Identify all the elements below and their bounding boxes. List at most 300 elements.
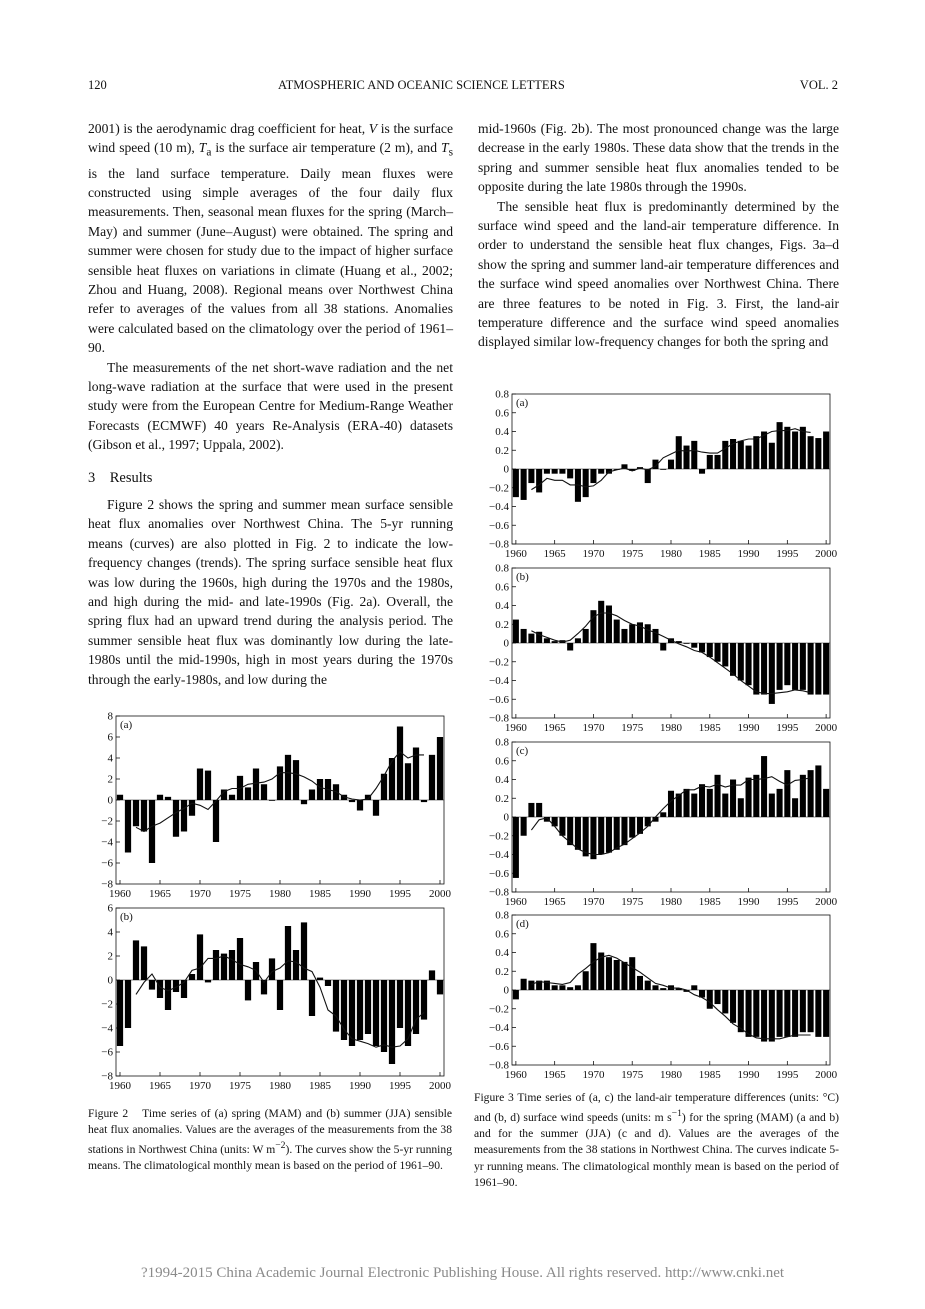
data-bar — [229, 795, 235, 800]
y-tick-label: −0.8 — [489, 886, 509, 899]
panel-label: (b) — [516, 571, 529, 583]
x-tick-label: 1995 — [776, 1069, 799, 1081]
data-bar — [269, 800, 275, 801]
data-bar — [590, 943, 596, 990]
y-tick-label: 0.8 — [495, 562, 509, 575]
panel-label: (a) — [120, 719, 133, 731]
data-bar — [173, 800, 179, 837]
x-tick-label: 1965 — [543, 548, 566, 560]
x-tick-label: 2000 — [815, 548, 838, 560]
y-tick-label: 0.4 — [495, 947, 509, 959]
data-bar — [197, 934, 203, 980]
data-bar — [761, 432, 767, 470]
x-tick-label: 1960 — [109, 1080, 131, 1092]
data-bar — [237, 938, 243, 980]
data-bar — [245, 980, 251, 1000]
data-bar — [715, 455, 721, 469]
y-tick-label: −0.8 — [489, 712, 509, 725]
x-tick-label: 1975 — [621, 548, 644, 560]
data-bar — [381, 774, 387, 800]
data-bar — [429, 970, 435, 980]
x-tick-label: 1990 — [737, 548, 760, 560]
data-bar — [652, 629, 658, 643]
section-heading: 3 Results — [88, 469, 153, 486]
x-tick-label: 1965 — [543, 896, 566, 908]
data-bar — [575, 638, 581, 643]
x-tick-label: 1965 — [543, 1069, 566, 1081]
figure-2b-chart — [78, 900, 451, 1094]
figure-3d-chart — [474, 909, 838, 1081]
data-bar — [753, 990, 759, 1037]
data-bar — [691, 794, 697, 817]
data-bar — [707, 789, 713, 817]
copyright-footer: ?1994-2015 China Academic Journal Electronic Publishing House. All rights reserved. http://www.cnki.net — [140, 1265, 785, 1281]
data-bar — [691, 441, 697, 469]
data-bar — [133, 940, 139, 980]
y-tick-label: −0.2 — [489, 830, 509, 843]
x-tick-label: 1990 — [737, 722, 760, 734]
data-bar — [753, 775, 759, 817]
data-bar — [513, 469, 519, 497]
data-bar — [645, 624, 651, 643]
panel-label: (d) — [516, 918, 529, 930]
running-mean-curve — [531, 955, 810, 1039]
data-bar — [567, 469, 573, 478]
data-bar — [317, 978, 323, 980]
data-bar — [792, 643, 798, 690]
data-bar — [683, 643, 689, 644]
x-tick-label: 2000 — [815, 1069, 838, 1081]
x-tick-label: 1970 — [189, 888, 211, 900]
y-tick-label: −8 — [101, 878, 113, 891]
data-bar — [421, 800, 427, 802]
y-tick-label: −0.6 — [489, 867, 509, 880]
data-bar — [333, 980, 339, 1032]
data-bar — [229, 950, 235, 980]
y-tick-label: −2 — [101, 998, 113, 1011]
x-tick-label: 1975 — [229, 888, 251, 900]
data-bar — [261, 784, 267, 800]
y-tick-label: −0.4 — [489, 849, 509, 861]
data-bar — [777, 422, 783, 469]
data-bar — [181, 800, 187, 832]
y-tick-label: 0 — [503, 811, 509, 824]
data-bar — [552, 817, 558, 826]
data-bar — [691, 643, 697, 648]
y-tick-label: 0.8 — [495, 909, 509, 922]
data-bar — [800, 775, 806, 817]
y-tick-label: 0.6 — [495, 581, 509, 594]
y-tick-label: 0.8 — [495, 388, 509, 401]
data-bar — [213, 800, 219, 842]
data-bar — [125, 980, 131, 1028]
data-bar — [528, 634, 534, 643]
x-tick-label: 1970 — [582, 722, 605, 734]
data-bar — [513, 620, 519, 643]
y-tick-label: −2 — [101, 815, 113, 828]
x-tick-label: 2000 — [429, 888, 451, 900]
data-bar — [149, 980, 155, 990]
x-tick-label: 1970 — [189, 1080, 211, 1092]
data-bar — [598, 817, 604, 855]
y-tick-label: 2 — [107, 773, 113, 786]
y-tick-label: 2 — [107, 950, 113, 963]
data-bar — [808, 643, 814, 695]
x-tick-label: 1985 — [309, 888, 331, 900]
x-tick-label: 1995 — [776, 722, 799, 734]
figure-3-caption: Figure 3 Time series of (a, c) the land-air temperature differences (units: °C) and (b, d) surface wind speeds (units: m $s^{-1}$) for the spring (MAM) (a and b) and for the summer (JJA) (c and d). Values are the averages of the measurements from the 38 stations in Northwest China. The curves indicate 5-yr running means. The climatological monthly mean is based on the period of 1961–90. — [474, 1091, 839, 1189]
data-bar — [645, 817, 651, 826]
data-bar — [205, 980, 211, 982]
data-bar — [753, 643, 759, 695]
data-bar — [528, 469, 534, 483]
data-bar — [629, 624, 635, 643]
data-bar — [528, 981, 534, 990]
data-bar — [133, 800, 139, 826]
x-tick-label: 1995 — [776, 548, 799, 560]
panel-label: (a) — [516, 397, 529, 409]
data-bar — [761, 990, 767, 1042]
x-tick-label: 1970 — [582, 548, 605, 560]
data-bar — [699, 643, 705, 652]
data-bar — [715, 775, 721, 817]
data-bar — [815, 765, 821, 817]
data-bar — [583, 817, 589, 856]
data-bar — [165, 980, 171, 1010]
x-tick-label: 1995 — [389, 888, 411, 900]
data-bar — [699, 469, 705, 474]
data-bar — [552, 641, 558, 643]
data-bar — [277, 766, 283, 800]
data-bar — [528, 803, 534, 817]
data-bar — [808, 990, 814, 1032]
data-bar — [513, 990, 519, 999]
x-tick-label: 1990 — [349, 1080, 371, 1092]
data-bar — [707, 455, 713, 469]
data-bar — [357, 980, 363, 1040]
data-bar — [683, 789, 689, 817]
x-tick-label: 1985 — [698, 722, 721, 734]
x-tick-label: 1990 — [737, 1069, 760, 1081]
x-tick-label: 1990 — [349, 888, 371, 900]
data-bar — [559, 469, 565, 474]
data-bar — [141, 946, 147, 980]
data-bar — [784, 643, 790, 685]
x-tick-label: 1960 — [109, 888, 131, 900]
y-tick-label: −0.2 — [489, 1003, 509, 1016]
data-bar — [753, 436, 759, 469]
x-tick-label: 1980 — [269, 888, 291, 900]
x-tick-label: 1980 — [660, 896, 682, 908]
y-tick-label: 0 — [503, 463, 509, 476]
data-bar — [245, 787, 251, 800]
data-bar — [777, 990, 783, 1037]
data-bar — [598, 469, 604, 474]
data-bar — [389, 980, 395, 1064]
data-bar — [715, 643, 721, 662]
data-bar — [777, 789, 783, 817]
x-tick-label: 1960 — [504, 1069, 527, 1081]
figure-3b-chart — [474, 562, 838, 734]
x-tick-label: 1960 — [504, 722, 527, 734]
data-bar — [590, 610, 596, 643]
data-bar — [629, 817, 635, 838]
y-tick-label: 0.4 — [495, 600, 509, 612]
data-bar — [544, 469, 550, 474]
y-tick-label: −0.8 — [489, 538, 509, 551]
x-tick-label: 1995 — [389, 1080, 411, 1092]
x-tick-label: 1985 — [309, 1080, 331, 1092]
x-tick-label: 1965 — [543, 722, 566, 734]
paragraph: The measurements of the net short-wave radiation and the net long-wave radiation at the surface that were used in the present study were from the European Centre for Medium-Range Weather Forecasts (ECMWF) 40 years Re-Analysis (ERA-40) datasets (Gibson et al., 1997; Uppala, 2002). — [88, 359, 453, 453]
running-mean-curve — [531, 613, 810, 694]
y-tick-label: 0.2 — [495, 965, 509, 978]
data-bar — [738, 990, 744, 1032]
data-bar — [606, 817, 612, 853]
x-tick-label: 1975 — [229, 1080, 251, 1092]
x-tick-label: 1980 — [269, 1080, 291, 1092]
x-tick-label: 1965 — [149, 888, 171, 900]
data-bar — [301, 800, 307, 804]
data-bar — [784, 427, 790, 469]
right-text-column — [478, 119, 839, 352]
y-tick-label: −0.4 — [489, 501, 509, 513]
data-bar — [808, 770, 814, 817]
x-tick-label: 1975 — [621, 1069, 644, 1081]
data-bar — [815, 643, 821, 695]
data-bar — [808, 436, 814, 469]
data-bar — [117, 795, 123, 800]
x-tick-label: 1985 — [698, 896, 721, 908]
data-bar — [823, 643, 829, 695]
data-bar — [349, 800, 355, 802]
data-bar — [365, 980, 371, 1034]
data-bar — [746, 990, 752, 1037]
data-bar — [189, 800, 195, 816]
data-bar — [205, 771, 211, 800]
data-bar — [373, 800, 379, 816]
data-bar — [660, 469, 666, 470]
y-tick-label: −0.8 — [489, 1059, 509, 1072]
y-tick-label: −0.6 — [489, 519, 509, 532]
data-bar — [614, 960, 620, 990]
data-bar — [715, 990, 721, 1004]
data-bar — [373, 980, 379, 1046]
y-tick-label: −0.4 — [489, 1022, 509, 1034]
figure-2-caption: Figure 2 Time series of (a) spring (MAM) and (b) summer (JJA) sensible heat flux anomalies. Values are the averages of the measurements from the 38 stations in Northwest China (units: W $m^{-2}$). The curves show the 5-yr running means. The climatological monthly mean is based on the period of 1961–90. — [88, 1107, 452, 1173]
data-bar — [165, 797, 171, 800]
paragraph: 2001) is the aerodynamic drag coefficient for heat, V is the surface wind speed (10 m), $T_a$ is the surface air temperature (2 m), and $T_s$ is the land surface temperature. Daily mean fluxes were constructed using simple averages of the four daily flux measurements. Then, seasonal mean fluxes for the spring (March–May) and summer (June–August) were obtained. The spring and summer were chosen for study due to the impact of higher surface sensible heat fluxes on variations in climate (Huang et al., 2002; Zhou and Huang, 2008). Regional means over Northwest China refer to averages of the values from all 38 stations. Anomalies were calculated based on the climatology over the period of 1961–90. — [88, 121, 453, 356]
data-bar — [157, 795, 163, 800]
data-bar — [614, 620, 620, 643]
figure-3a-chart — [474, 388, 838, 560]
data-bar — [309, 790, 315, 801]
figure-3c-chart — [474, 736, 838, 908]
data-bar — [405, 980, 411, 1046]
data-bar — [429, 755, 435, 800]
data-bar — [792, 432, 798, 470]
data-bar — [521, 817, 527, 836]
y-tick-label: 0 — [503, 984, 509, 997]
data-bar — [769, 794, 775, 817]
data-bar — [598, 601, 604, 643]
data-bar — [784, 770, 790, 817]
y-tick-label: −4 — [101, 1022, 113, 1035]
data-bar — [722, 990, 728, 1013]
data-bar — [575, 817, 581, 850]
panel-label: (b) — [120, 911, 133, 923]
data-bar — [536, 469, 542, 492]
data-bar — [823, 432, 829, 470]
x-tick-label: 2000 — [815, 896, 838, 908]
x-tick-label: 1985 — [698, 548, 721, 560]
data-bar — [117, 980, 123, 1046]
data-bar — [606, 606, 612, 644]
data-bar — [676, 436, 682, 469]
data-bar — [699, 784, 705, 817]
data-bar — [738, 441, 744, 469]
data-bar — [621, 962, 627, 990]
data-bar — [730, 643, 736, 676]
data-bar — [730, 990, 736, 1023]
data-bar — [637, 976, 643, 990]
data-bar — [746, 643, 752, 685]
data-bar — [707, 643, 713, 657]
y-tick-label: 0 — [107, 974, 113, 987]
data-bar — [792, 990, 798, 1037]
data-bar — [269, 958, 275, 980]
data-bar — [149, 800, 155, 863]
journal-title: ATMOSPHERIC AND OCEANIC SCIENCE LETTERS — [278, 78, 565, 92]
data-bar — [629, 957, 635, 990]
y-tick-label: 8 — [107, 710, 113, 723]
data-bar — [769, 990, 775, 1042]
y-tick-label: 0.4 — [495, 426, 509, 438]
data-bar — [707, 990, 713, 1009]
x-tick-label: 1980 — [660, 722, 682, 734]
volume-label: VOL. 2 — [799, 78, 838, 92]
x-tick-label: 1980 — [660, 548, 682, 560]
data-bar — [197, 769, 203, 801]
figure-2a-chart — [78, 708, 451, 900]
data-bar — [769, 643, 775, 704]
y-tick-label: −0.4 — [489, 675, 509, 687]
left-text-column — [88, 119, 453, 689]
x-tick-label: 2000 — [429, 1080, 451, 1092]
data-bar — [552, 469, 558, 474]
y-tick-label: 4 — [107, 752, 113, 765]
data-bar — [583, 469, 589, 497]
data-bar — [660, 988, 666, 990]
data-bar — [722, 441, 728, 469]
data-bar — [213, 950, 219, 980]
data-bar — [823, 789, 829, 817]
data-bar — [575, 985, 581, 990]
data-bar — [722, 794, 728, 817]
y-tick-label: −6 — [101, 857, 113, 870]
y-tick-label: 0.2 — [495, 618, 509, 631]
data-bar — [652, 985, 658, 990]
data-bar — [521, 629, 527, 643]
y-tick-label: −4 — [101, 836, 113, 849]
data-bar — [253, 769, 259, 801]
data-bar — [285, 755, 291, 800]
data-bar — [769, 443, 775, 469]
x-tick-label: 1960 — [504, 548, 527, 560]
data-bar — [189, 974, 195, 980]
data-bar — [645, 981, 651, 990]
data-bar — [746, 778, 752, 817]
y-tick-label: 0.6 — [495, 755, 509, 768]
data-bar — [521, 469, 527, 500]
data-bar — [521, 979, 527, 990]
data-bar — [738, 798, 744, 817]
data-bar — [784, 990, 790, 1037]
data-bar — [293, 760, 299, 800]
data-bar — [645, 469, 651, 483]
data-bar — [683, 446, 689, 469]
data-bar — [437, 980, 443, 994]
data-bar — [583, 629, 589, 643]
data-bar — [277, 980, 283, 1010]
data-bar — [141, 800, 147, 832]
y-tick-label: 0.2 — [495, 444, 509, 457]
data-bar — [437, 737, 443, 800]
paragraph: Figure 2 shows the spring and summer mean surface sensible heat flux anomalies over Northwest China. The 5-yr running means (curves) are also plotted in Fig. 2 to indicate the low-frequency changes (trends). The spring surface sensible heat flux was low during the 1960s, high during the 1970s and the 1980s, and high during the mid- and late-1990s (Fig. 2a). Overall, the spring flux had an upward trend during the analysis period. The summer sensible heat flux was dominantly low during the late-1980s until the mid-1990s, high in most years during the 1970s through the early-1980s, and low during the — [88, 497, 453, 687]
data-bar — [614, 817, 620, 850]
data-bar — [660, 643, 666, 651]
data-bar — [777, 643, 783, 690]
x-tick-label: 1975 — [621, 896, 644, 908]
data-bar — [325, 980, 331, 986]
data-bar — [761, 756, 767, 817]
data-bar — [815, 990, 821, 1037]
y-tick-label: −6 — [101, 1046, 113, 1059]
data-bar — [405, 763, 411, 800]
data-bar — [815, 438, 821, 469]
y-tick-label: 0 — [503, 637, 509, 650]
y-tick-label: 4 — [107, 926, 113, 939]
data-bar — [668, 460, 674, 469]
y-tick-label: 0.8 — [495, 736, 509, 749]
page-number: 120 — [88, 78, 107, 92]
data-bar — [397, 980, 403, 1028]
data-bar — [792, 798, 798, 817]
y-tick-label: 0.6 — [495, 407, 509, 420]
panel-label: (c) — [516, 745, 529, 757]
running-mean-curve — [531, 429, 810, 490]
paragraph: The sensible heat flux is predominantly determined by the surface wind speed and the land-air temperature difference. In order to understand the sensible heat flux changes, Figs. 3a–d show the spring and summer land-air temperature differences and the surface wind speed anomalies over Northwest China. There are three features to be noted in Fig. 3. First, the land-air temperature difference and the surface wind speed anomalies displayed similar low-frequency changes for both the spring and — [478, 198, 839, 350]
data-bar — [567, 643, 573, 651]
data-bar — [800, 990, 806, 1032]
data-bar — [309, 980, 315, 1016]
y-tick-label: 6 — [107, 902, 113, 915]
y-tick-label: −0.2 — [489, 482, 509, 495]
y-tick-label: 0 — [107, 794, 113, 807]
x-tick-label: 1990 — [737, 896, 760, 908]
x-tick-label: 1965 — [149, 1080, 171, 1092]
x-tick-label: 1995 — [776, 896, 799, 908]
data-bar — [738, 643, 744, 681]
x-tick-label: 1960 — [504, 896, 527, 908]
y-tick-label: −0.6 — [489, 1040, 509, 1053]
data-bar — [559, 985, 565, 990]
x-tick-label: 1985 — [698, 1069, 721, 1081]
data-bar — [621, 629, 627, 643]
x-tick-label: 1970 — [582, 896, 605, 908]
data-bar — [544, 638, 550, 643]
y-tick-label: −8 — [101, 1070, 113, 1083]
